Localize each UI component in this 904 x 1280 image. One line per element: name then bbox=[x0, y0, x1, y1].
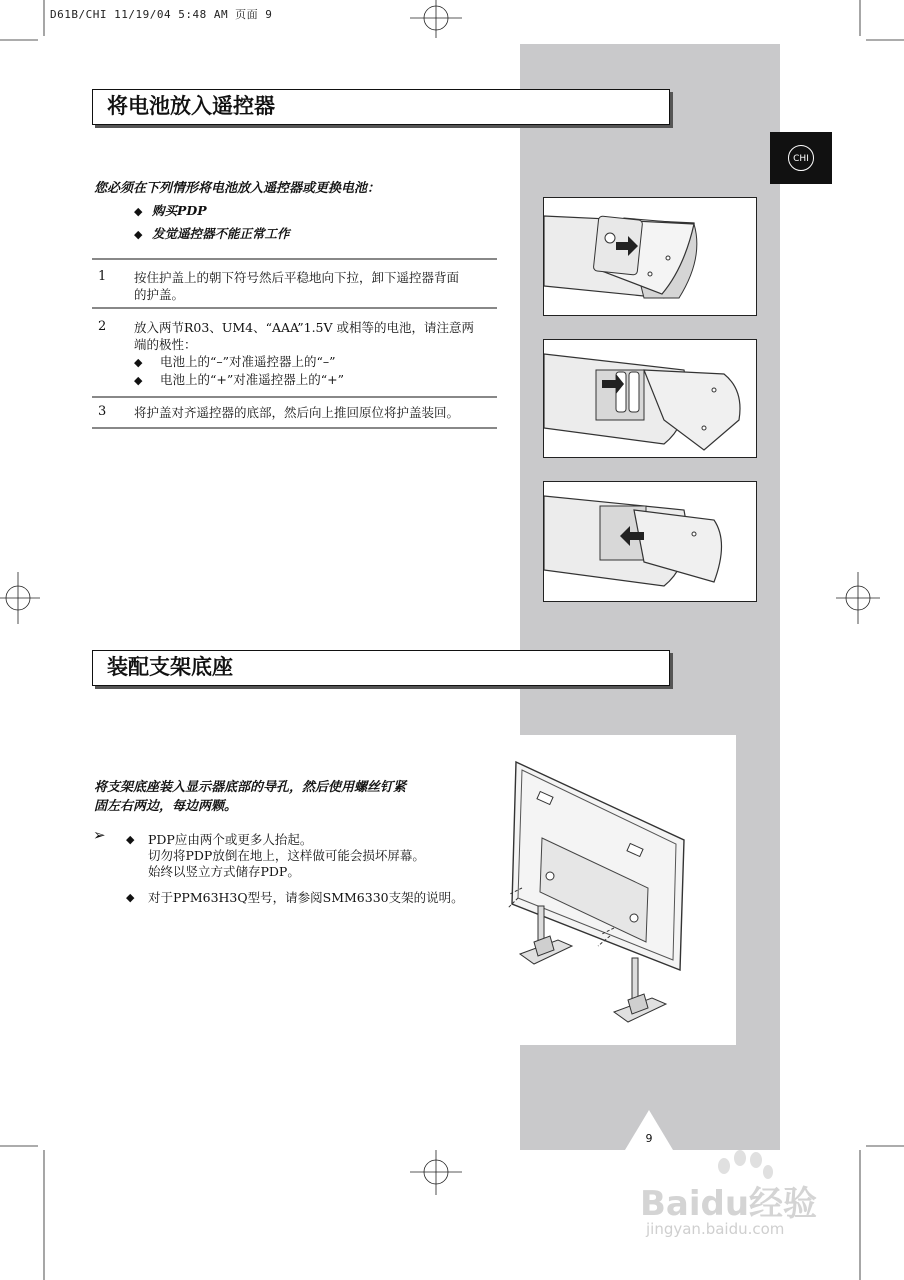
diamond-icon: ◆ bbox=[134, 228, 143, 241]
step-number: 3 bbox=[98, 404, 107, 419]
print-header: D61B/CHI 11/19/04 5:48 AM 页面 9 bbox=[50, 8, 273, 21]
remote-illustration-1 bbox=[543, 197, 757, 316]
section-title-stand: 装配支架底座 bbox=[92, 650, 670, 686]
step-number: 2 bbox=[98, 319, 107, 334]
diamond-icon: ◆ bbox=[134, 205, 143, 218]
step-text: 按住护盖上的朝下符号然后平稳地向下拉，卸下遥控器背面 的护盖。 bbox=[134, 270, 460, 302]
diamond-icon: ◆ bbox=[134, 374, 143, 387]
watermark bbox=[640, 1150, 870, 1250]
remote-illustration-2 bbox=[543, 339, 757, 458]
diamond-icon: ◆ bbox=[126, 833, 135, 846]
stand-intro: 将支架底座装入显示器底部的导孔，然后使用螺丝钉紧 固左右两边，每边两颗。 bbox=[94, 780, 407, 814]
divider bbox=[92, 307, 497, 309]
bullet-item: ◆ 发觉遥控器不能正常工作 bbox=[134, 226, 290, 241]
step-text: 将护盖对齐遥控器的底部，然后向上推回原位将护盖装回。 bbox=[134, 405, 460, 420]
remote-illustration-3 bbox=[543, 481, 757, 602]
note-item: ◆ 对于PPM63H3Q型号，请参阅SMM6330支架的说明。 bbox=[126, 890, 464, 905]
arrowhead-icon: ➢ bbox=[93, 826, 106, 844]
language-label: CHI bbox=[788, 145, 814, 171]
diamond-icon: ◆ bbox=[126, 891, 135, 904]
page-number: 9 bbox=[645, 1132, 653, 1145]
step-text: 放入两节R03、UM4、“AAA”1.5V 或相等的电池，请注意两 端的极性： ◆ 电池上的“–”对准遥控器上的“–” ◆ 电池上的“+”对准遥控器上的“+” bbox=[134, 320, 475, 387]
section-title-batteries: 将电池放入遥控器 bbox=[92, 89, 670, 125]
bullet-item: ◆ 购买PDP bbox=[134, 203, 207, 218]
diamond-icon: ◆ bbox=[134, 356, 143, 369]
stand-assembly-illustration bbox=[498, 758, 690, 1030]
divider bbox=[92, 427, 497, 429]
watermark-brand: Baidu经验 bbox=[640, 1184, 818, 1224]
page-number-marker bbox=[624, 1108, 674, 1152]
note-item: ◆ PDP应由两个或更多人抬起。 切勿将PDP放倒在地上，这样做可能会损坏屏幕。 始终以竖立方式储存PDP。 bbox=[126, 832, 425, 879]
divider bbox=[92, 258, 497, 260]
step-number: 1 bbox=[98, 269, 107, 284]
divider bbox=[92, 396, 497, 398]
watermark-url: jingyan.baidu.com bbox=[646, 1220, 785, 1238]
batteries-intro: 您必须在下列情形将电池放入遥控器或更换电池： bbox=[94, 181, 381, 196]
